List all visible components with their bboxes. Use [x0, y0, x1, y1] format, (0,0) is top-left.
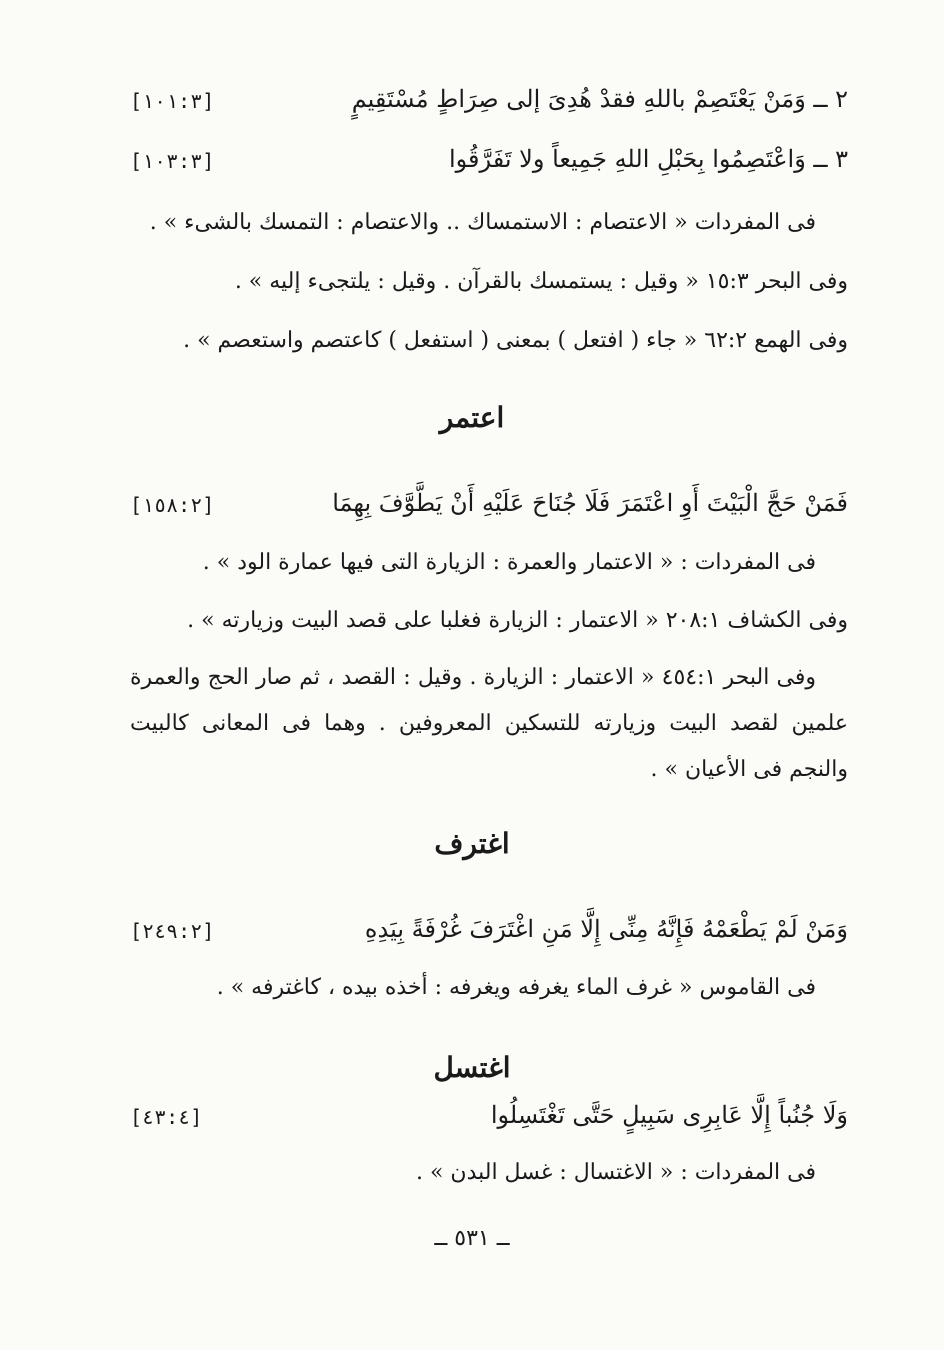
verse-line: ٣ ــ وَاعْتَصِمُوا بِحَبْلِ اللهِ جَمِيعاً ولا تَفَرَّقُوا — [448, 145, 848, 173]
note-line: فى القاموس « غرف الماء يغرفه ويغرفه : أخذه بيده ، كاغترفه » . — [216, 975, 816, 1000]
note-line: وفى البحر ١٥:٣ « وقيل : يستمسك بالقرآن . وقيل : يلتجىء إليه » . — [234, 269, 848, 294]
verse-line: وَلَا جُنُباً إِلَّا عَابِرِى سَبِيلٍ حَتَّى تَغْتَسِلُوا — [490, 1101, 848, 1129]
verse-line: وَمَنْ لَمْ يَطْعَمْهُ فَإِنَّهُ مِنِّى إِلَّا مَنِ اغْتَرَفَ غُرْفَةً بِيَدِهِ — [364, 915, 848, 943]
verse-line: فَمَنْ حَجَّ الْبَيْتَ أَوِ اعْتَمَرَ فَلَا جُنَاحَ عَلَيْهِ أَنْ يَطَّوَّفَ بِهِمَا — [332, 489, 848, 517]
verse-line: ٢ ــ وَمَنْ يَعْتَصِمْ باللهِ فقدْ هُدِىَ إلى صِرَاطٍ مُسْتَقِيمٍ — [351, 85, 848, 113]
page-number: ــ ٥٣١ ــ — [434, 1226, 510, 1251]
note-line: وفى الكشاف ٢٠٨:١ « الاعتمار : الزيارة فغلبا على قصد البيت وزيارته » . — [187, 608, 848, 633]
note-paragraph: وفى البحر ٤٥٤:١ « الاعتمار : الزيارة . وقيل : القصد ، ثم صار الحج والعمرة علمين لقصد البيت وزيارته للتسكين المعروفين . وهما فى المعانى كالبيت والنجم فى الأعيان » . — [130, 665, 848, 782]
verse-reference: [١٠١:٣] — [130, 89, 215, 113]
verse-reference: [١٥٨:٢] — [130, 493, 215, 517]
verse-reference: [٢٤٩:٢] — [130, 919, 215, 943]
entry-heading: اغترف — [434, 827, 510, 860]
note-line: فى المفردات : « الاغتسال : غسل البدن » . — [415, 1160, 816, 1185]
note-line: وفى الهمع ٦٢:٢ « جاء ( افتعل ) بمعنى ( استفعل ) كاعتصم واستعصم » . — [183, 328, 848, 353]
note-line: فى المفردات « الاعتصام : الاستمساك .. والاعتصام : التمسك بالشىء » . — [149, 210, 816, 235]
entry-heading: اعتمر — [439, 401, 505, 434]
verse-reference: [٤٣:٤] — [130, 1105, 203, 1129]
verse-reference: [١٠٣:٣] — [130, 149, 215, 173]
note-line: فى المفردات : « الاعتمار والعمرة : الزيارة التى فيها عمارة الود » . — [202, 550, 816, 575]
entry-heading: اغتسل — [433, 1051, 511, 1084]
